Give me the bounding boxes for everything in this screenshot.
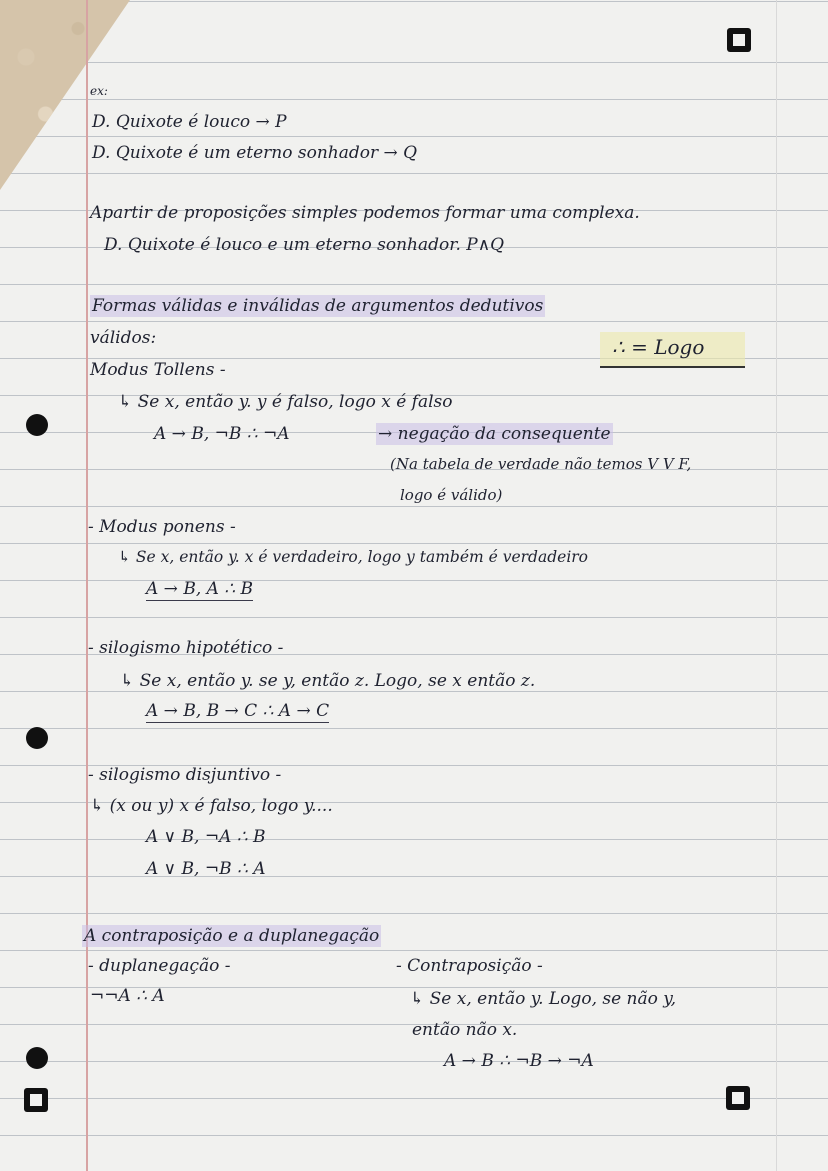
note-line: A ∨ B, ¬B ∴ A <box>146 859 266 879</box>
note-line: ↳ Se x, então y. x é verdadeiro, logo y também é verdadeiro <box>118 548 589 566</box>
note-line: (Na tabela de verdade não temos V V F, <box>390 455 692 473</box>
note-line: ↳ (x ou y) x é falso, logo y.... <box>90 796 333 816</box>
note-line: A → B, A ∴ B <box>146 579 254 599</box>
note-line: A → B, ¬B ∴ ¬A <box>154 424 290 444</box>
note-line: Apartir de proposições simples podemos formar uma complexa. <box>90 203 640 223</box>
note-line: ∴ = Logo <box>612 335 705 359</box>
note-line: A → B ∴ ¬B → ¬A <box>444 1051 594 1071</box>
note-line: - Modus ponens - <box>88 517 236 537</box>
note-line: - silogismo hipotético - <box>88 638 284 658</box>
punch-hole <box>26 414 48 436</box>
note-line: - Contraposição - <box>396 956 543 976</box>
scan-marker-top-right-icon <box>727 28 751 52</box>
note-line: ¬¬A ∴ A <box>90 986 165 1006</box>
note-line: A → B, B → C ∴ A → C <box>146 701 330 721</box>
note-line: - duplanegação - <box>88 956 231 976</box>
note-line: D. Quixote é um eterno sonhador → Q <box>92 143 418 163</box>
margin-line <box>86 0 88 1171</box>
note-line: logo é válido) <box>400 486 503 504</box>
note-line: ex: <box>90 84 108 98</box>
note-line: ↳ Se x, então y. Logo, se não y, <box>410 989 677 1009</box>
note-line: válidos: <box>90 328 157 348</box>
note-line: D. Quixote é louco → P <box>92 112 287 132</box>
right-margin-line <box>776 0 777 1171</box>
scan-marker-bottom-left-icon <box>24 1088 48 1112</box>
note-line: A ∨ B, ¬A ∴ B <box>146 827 266 847</box>
punch-hole <box>26 1047 48 1069</box>
note-line: ↳ Se x, então y. se y, então z. Logo, se x então z. <box>120 671 536 691</box>
punch-hole <box>26 727 48 749</box>
note-line: D. Quixote é louco e um eterno sonhador. P∧Q <box>104 235 505 255</box>
scan-marker-bottom-right-icon <box>726 1086 750 1110</box>
note-line: - silogismo disjuntivo - <box>88 765 282 785</box>
note-line: ↳ Se x, então y. y é falso, logo x é falso <box>118 392 453 412</box>
note-line: Formas válidas e inválidas de argumentos dedutivos <box>92 296 544 316</box>
note-line: então não x. <box>412 1020 518 1040</box>
note-line: → negação da consequente <box>378 424 611 444</box>
note-line: Modus Tollens - <box>90 360 226 380</box>
note-line: A contraposição e a duplanegação <box>84 926 380 946</box>
